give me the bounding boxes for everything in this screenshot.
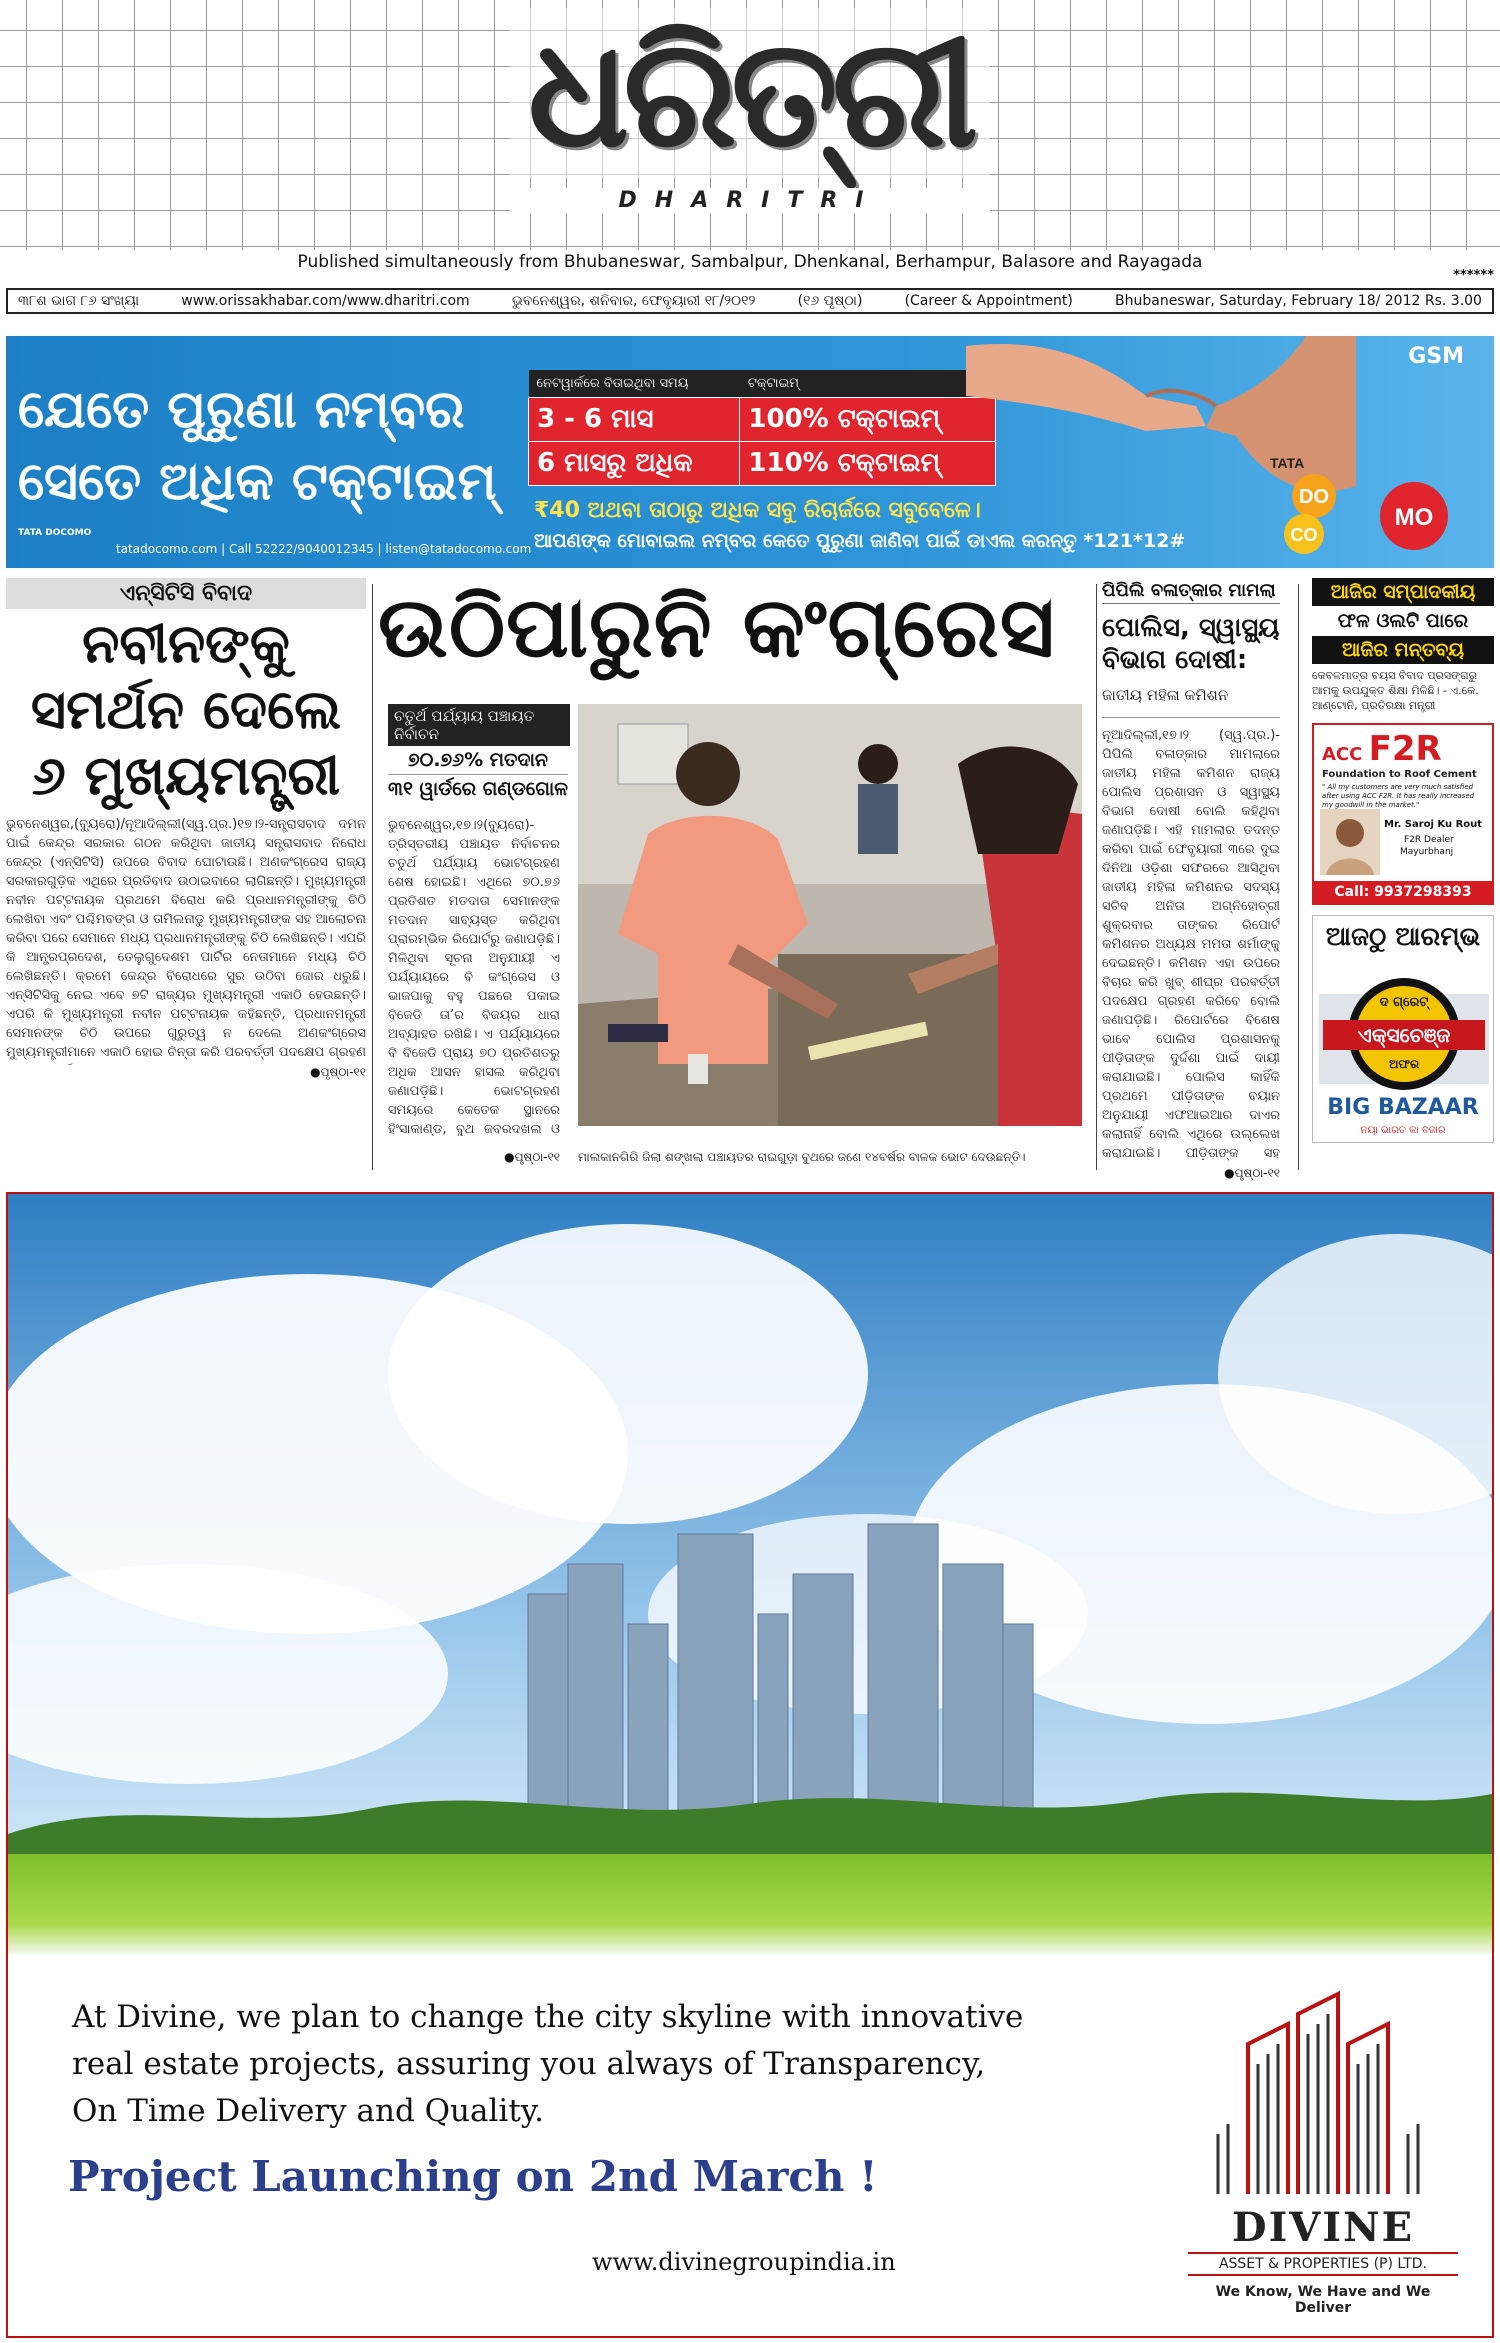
opinion-quote (1312, 668, 1494, 713)
story-headline[interactable] (1102, 612, 1280, 718)
dealer-phone[interactable]: Call: 9937298393 (1314, 881, 1492, 903)
gsm-label: GSM (1408, 344, 1464, 369)
date-info-bar (6, 288, 1494, 314)
story-kicker: ଏନ୍‌ସିଟିସି ବିବାଦ (6, 578, 366, 609)
bigbazaar-headline: ଆଜଠୁ ଆରମ୍ଭ (1325, 922, 1481, 952)
table-row (529, 442, 996, 486)
date-odia: ଭୁବନେଶ୍ୱର, ଶନିବାର, ଫେବୃୟାରୀ ୧୮/୨୦୧୨ (511, 293, 756, 309)
ad-slogan-line2: ସେତେ ଅଧିକ ଟକ୍‌ଟାଇମ୍ (18, 452, 497, 512)
story-body: ନୂଆଦିଲ୍ଲୀ,୧୭।୨ (ସ୍ୱ.ପ୍ର.)- ପିପିଲି ବଳାତ୍କାର ମାମଲାରେ ଜାତୀୟ ମହିଳା କମିଶନ ରାଜ୍ୟ ପୋଲିସ ପ୍ରଶାସନ ଓ ସ୍ୱାସ୍ଥ୍ୟ ବିଭାଗ ଦୋଷୀ ବୋଲି କହିଥିବା ଜଣାପଡ଼ିଛି। ଏହି ମାମଲାର ତଦନ୍ତ କରିବା ପାଇଁ ଫେବୃୟାରୀ ୩ରେ ଦୁଇ ଦିନିଆ ଓଡ଼ିଶା ସଫରରେ ଆସିଥିବା ଜାତୀୟ ମହିଳା କମିଶନର ସଦସ୍ୟ ସଚିବ ଅନିତା ଅଗ୍ନିହୋତ୍ରୀ ଶୁକ୍ରବାର ତାଙ୍କର ରିପୋର୍ଟ କମିଶନର ଅଧ୍ୟକ୍ଷ ମମତା ଶର୍ମାଙ୍କୁ ଦେଇଛନ୍ତି। କମିଶନ ଏହା ଉପରେ ବିଚାର କରି ଖୁବ୍ ଶୀଘ୍ର ପରବର୍ତ୍ତୀ ପଦକ୍ଷେପ ଗ୍ରହଣ କରିବେ ବୋଲି ଜଣାପଡ଼ିଛି। ରିପୋର୍ଟରେ ବିଶେଷ ଭାବେ ପୋଲିସ ପ୍ରଶାସନକୁ ପୀଡ଼ିତାଙ୍କ ଦୁର୍ଦ୍ଦଶା ପାଇଁ ଦାୟୀ କରାଯାଇଛି। ପୋଲିସ କାହିଁକି ପ୍ରଥମେ ପୀଡ଼ିତାଙ୍କ ବୟାନ ଅନୁଯାୟୀ ଏଫଆଇଆର ଦାଏର କଲାନାହିଁ ବୋଲି ଏଥିରେ ଉଲ୍ଲେଖ କରାଯାଇଛି। ପୀଡ଼ିତାଙ୍କ ସହ (1102, 728, 1280, 1161)
dealer-role: F2R Dealer (1404, 835, 1454, 845)
turnout-deck: ୭୦.୭୬% ମତଦାନ (407, 749, 549, 771)
front-page-news (6, 578, 1494, 1178)
table-row (529, 398, 996, 442)
ad-copy-line: On Time Delivery and Quality. (72, 2093, 545, 2129)
story-congress[interactable] (378, 578, 1090, 1178)
column-divider (1298, 584, 1299, 1170)
dealer-name: Mr. Saroj Ku Rout (1384, 819, 1483, 830)
acc-logo-text: ACC (1322, 744, 1363, 765)
story-kicker: ପିପିଲି ବଳାତ୍କାର ମାମଲା (1102, 578, 1280, 604)
ad-contact-line: tatadocomo.com | Call 52222/9040012345 | listen@tatadocomo.com (116, 542, 532, 556)
editorial-label: ଆଜିର ସମ୍ପାଦକୀୟ (1312, 578, 1494, 606)
tata-docomo-ad[interactable] (6, 336, 1494, 568)
logo-latin: DHARITRI (510, 188, 990, 213)
table-cell: 110% ଟକ୍‌ଟାଇମ୍ (740, 442, 996, 486)
recharge-offer: ₹40 ଅଥବା ତାଠାରୁ ଅଧିକ ସବୁ ରିଚାର୍ଜରେ ସବୁବେଳେ। (534, 498, 981, 523)
big-bazaar-ad[interactable] (1312, 915, 1494, 1143)
talktime-table (528, 370, 996, 486)
f2r-testimonial: " All my customers are very much satisfied after using ACC F2R. It has really increased my goodwill in the market." (1322, 783, 1475, 809)
story-decks (388, 704, 570, 803)
edition-stars: ****** (1453, 268, 1494, 283)
tata-docomo-small-logo: TATA DOCOMO (18, 528, 92, 538)
bigbazaar-logo: BIG BAZAAR (1327, 1095, 1479, 1120)
continued-page-ref[interactable]: ●ପୃଷ୍ଠା-୧୧ (504, 1150, 560, 1164)
ad-copy (72, 1994, 1112, 2135)
table-header-time: ନେଟୱାର୍କରେ ବିତାଇଥିବା ସମୟ (529, 370, 740, 398)
launch-announcement: Project Launching on 2nd March ! (68, 2152, 878, 2201)
tata-docomo-logo (1264, 446, 1464, 556)
column-divider (1096, 584, 1097, 1170)
newspaper-logo (470, 5, 1030, 228)
headline-main: ପୋଲିସ, ସ୍ୱାସ୍ଥ୍ୟ ବିଭାଗ ଦୋଷୀ: (1102, 613, 1280, 675)
issue-number: ୩୮ଶ ଭାଗ ୮୬ ସଂଖ୍ୟା (18, 293, 140, 309)
badge-main-text: ଏକ୍ସଚେଞ୍ଜ (1357, 1023, 1451, 1047)
story-body: ଭୁବନେଶ୍ୱର,୧୭।୨(ବ୍ୟୁରୋ)- ତ୍ରିସ୍ତରୀୟ ପଞ୍ଚାୟତ ନିର୍ବାଚନର ଚତୁର୍ଥ ପର୍ଯ୍ୟାୟ ଭୋଟଗ୍ରହଣ ଶେଷ ହୋଇଛି। ଏଥିରେ ୭୦.୭୬ ପ୍ରତିଶତ ମତଦାତା ସେମାନଙ୍କ ମତଦାନ ସାବ୍ୟସ୍ତ କରିଥିବା ପ୍ରାରମ୍ଭିକ ରିପୋର୍ଟରୁ ଜଣାପଡ଼ିଛି। ମିଳିଥିବା ସୂଚନା ଅନୁଯାୟୀ ଏ ପର୍ଯ୍ୟାୟରେ ବି କଂଗ୍ରେସ ଓ ଭାଜପାକୁ ବହୁ ପଛରେ ପକାଇ ବିଜେଡି ତା’ର ବିଜୟର ଧାରା ଅବ୍ୟାହତ ରଖିଛି। ଏ ପର୍ଯ୍ୟାୟରେ ବି ବିଜେଡି ପ୍ରାୟ ୭୦ ପ୍ରତିଶତରୁ ଅଧିକ ଆସନ ହାସଲ କରିଥିବା ଜଣାପଡ଼ିଛି। ଭୋଟଗ୍ରହଣ ସମୟରେ କେତେକ ସ୍ଥାନରେ ହିଂସାକାଣ୍ଡ, ବୁଥ ଜବରଦଖଲ ଓ (388, 818, 560, 1136)
quote-text: କେବଳମାତ୍ର ବୟସ ବିବାଦ ପ୍ରସଙ୍ଗରୁ ଆମକୁ ଉପଯୁକ୍ତ ଶିକ୍ଷା ମିଳିଛି। (1312, 669, 1477, 697)
table-cell: 3 - 6 ମାସ (529, 398, 740, 442)
badge-top-text: ଦ ଗ୍ରେଟ୍ (1379, 995, 1429, 1010)
story-pipili-case[interactable] (1102, 578, 1280, 1178)
f2r-title: F2R (1368, 729, 1442, 769)
dealer-place: Mayurbhanj (1400, 847, 1454, 857)
quote-author: - ଏ.କେ. ଆଣ୍ଟୋନି, ପ୍ରତିରକ୍ଷା ମନ୍ତ୍ରୀ (1312, 684, 1479, 712)
divine-real-estate-ad[interactable] (6, 1192, 1494, 2338)
dial-code-note: ଆପଣଙ୍କ ମୋବାଇଲ ନମ୍ବର କେତେ ପୁରୁଣା ଜାଣିବା ପାଇଁ ଡାଏଲ କରନ୍ତୁ *121*12# (534, 530, 1186, 552)
page-count: (୧୬ ପୃଷ୍ଠା) (797, 293, 863, 309)
lead-headline[interactable]: ଉଠିପାରୁନି କଂଗ୍ରେସ (378, 578, 1056, 676)
headline-tail: ଜାତୀୟ ମହିଳା କମିଶନ (1102, 686, 1229, 704)
date-english: Bhubaneswar, Saturday, February 18/ 2012 Rs. 3.00 (1115, 293, 1482, 309)
sidebar-column (1312, 578, 1494, 1178)
table-cell: 100% ଟକ୍‌ଟାଇମ୍ (740, 398, 996, 442)
city-skyline-image (8, 1194, 1492, 1954)
violence-deck: ୩୧ ୱାର୍ଡରେ ଗଣ୍ଡଗୋଳ (388, 774, 568, 803)
opinion-label: ଆଜିର ମନ୍ତବ୍ୟ (1312, 636, 1494, 664)
column-divider (372, 584, 373, 1170)
table-cell: 6 ମାସରୁ ଅଧିକ (529, 442, 740, 486)
logo-tata-text: TATA (1270, 455, 1305, 471)
website-link[interactable]: www.orissakhabar.com/www.dharitri.com (181, 293, 470, 309)
continued-page-ref[interactable]: ●ପୃଷ୍ଠା-୧୧ (310, 1065, 366, 1079)
photo-caption: ମାଲକାନଗିରି ଜିଲା ଶଙ୍ଖଲା ପଞ୍ଚାୟତର ରାଇଗୁଡ଼ା ବୁଥରେ ଜଣେ ୧୪ବର୍ଷର ବାଳକ ଭୋଟ ଦେଉଛନ୍ତି। (578, 1150, 1026, 1164)
story-subhead: ଚତୁର୍ଥ ପର୍ଯ୍ୟାୟ ପଞ୍ଚାୟତ ନିର୍ବାଚନ (388, 704, 570, 746)
published-editions: Published simultaneously from Bhubaneswar, Sambalpur, Dhenkanal, Berhampur, Balasore and Rayagada (297, 252, 1203, 272)
story-headline[interactable]: ନବୀନଙ୍କୁ ସମର୍ଥନ ଦେଲେ ୬ ମୁଖ୍ୟମନ୍ତ୍ରୀ (30, 612, 342, 807)
table-header-talktime: ଟକ୍‌ଟାଇମ୍ (740, 370, 996, 398)
ad-slogan-line1: ଯେତେ ପୁରୁଣା ନମ୍ବର (18, 380, 465, 440)
masthead (0, 0, 1500, 250)
logo-co-text: CO (1290, 525, 1318, 545)
divine-website-link[interactable]: www.divinegroupindia.in (592, 2248, 896, 2276)
supplement: (Career & Appointment) (904, 293, 1073, 309)
ad-copy-line: At Divine, we plan to change the city skyline with innovative (72, 1999, 1024, 2035)
badge-bottom-text: ଅଫର (1388, 1057, 1420, 1071)
logo-mo-text: MO (1394, 504, 1434, 531)
dealer-photo (1320, 809, 1380, 875)
continued-page-ref[interactable]: ●ପୃଷ୍ଠା-୧୧ (1224, 1166, 1280, 1180)
acc-f2r-ad[interactable] (1312, 723, 1494, 905)
logo-odia: ଧରିତ୍ରୀ (510, 8, 991, 178)
f2r-subtitle: Foundation to Roof Cement (1322, 769, 1477, 780)
editorial-headline[interactable]: ଫଳ ଓଲଟି ପାରେ (1337, 610, 1469, 632)
voting-booth-photo (578, 704, 1082, 1126)
bigbazaar-tagline: ନୟା ଭାରତ କା ବଜାର (1360, 1125, 1446, 1136)
ad-copy-line: real estate projects, assuring you always of Transparency, (72, 2046, 986, 2082)
story-body: ଭୁବନେଶ୍ୱର,(ବ୍ୟୁରୋ)/ନୂଆଦିଲ୍ଲୀ(ସ୍ୱ.ପ୍ର.)୧୭।୨-ସନ୍ତ୍ରାସବାଦ ଦମନ ପାଇଁ କେନ୍ଦ୍ର ସରକାର ଗଠନ କରିଥିବା ଜାତୀୟ ସନ୍ତ୍ରାସବାଦ ନିରୋଧ କେନ୍ଦ୍ର (ଏନ୍‌ସିଟିସି) ଉପରେ ବିବାଦ ଘୋଟାଉଛି। ଅଣକଂଗ୍ରେସ ରାଜ୍ୟ ସରକାରଗୁଡ଼ିକ ଏଥିରେ ପ୍ରତିବାଦ ଉଠାଇବାରେ ଲାଗିଛନ୍ତି। ମୁଖ୍ୟମନ୍ତ୍ରୀ ନବୀନ ପଟ୍ଟନାୟକ ପ୍ରଥମେ ବିରୋଧ କରି ପ୍ରଧାନମନ୍ତ୍ରୀଙ୍କୁ ଚିଠି ଲେଖିବା ଏବଂ ପଶ୍ଚିମବଙ୍ଗ ଓ ତାମିଲନାଡୁ ମୁଖ୍ୟମନ୍ତ୍ରୀଙ୍କ ସହ ଆଲୋଚନା କରିବା ପରେ ସେମାନେ ମଧ୍ୟ ପ୍ରଧାନମନ୍ତ୍ରୀଙ୍କୁ ଚିଠି ଲେଖିଛନ୍ତି। ଏପରି କି ଆନ୍ଧ୍ରପ୍ରଦେଶ, ତେଲୁଗୁଦେଶମ ପାର୍ଟିର ନେତାମାନେ ମଧ୍ୟ ଚିଠି ଲେଖିଛନ୍ତି। କ୍ରମେ କେନ୍ଦ୍ର ବିରୋଧରେ ସୁର ଉଠିବା ଜୋର ଧରୁଛି। ଏନ୍‌ସିଟିସିକୁ ନେଇ ଏବେ ୭ଟି ରାଜ୍ୟର ମୁଖ୍ୟମନ୍ତ୍ରୀ ଏକାଠି ହେଉଛନ୍ତି। ଏପରି କି ମୁଖ୍ୟମନ୍ତ୍ରୀ ନବୀନ ପଟ୍ଟନାୟକ କହିଛନ୍ତି, ପ୍ରଧାନମନ୍ତ୍ରୀ ସେମାନଙ୍କ ଚିଠି ଉପରେ ଗୁରୁତ୍ୱ ନ ଦେଲେ ଅଣକଂଗ୍ରେସ ମୁଖ୍ୟମନ୍ତ୍ରୀମାନେ ଏକାଠି ହୋଇ ଚିନ୍ତା କରି ପରବର୍ତ୍ତୀ ପଦକ୍ଷେପ ଗ୍ରହଣ (6, 817, 366, 1060)
divine-tagline: We Know, We Have and We Deliver (1215, 2284, 1431, 2316)
logo-do-text: DO (1299, 486, 1329, 508)
exchange-offer-badge (1319, 964, 1489, 1094)
divine-company-name: DIVINE (1231, 2204, 1415, 2251)
divine-company-sub: ASSET & PROPERTIES (P) LTD. (1188, 2252, 1458, 2276)
story-ncts-dispute[interactable] (6, 578, 366, 1178)
